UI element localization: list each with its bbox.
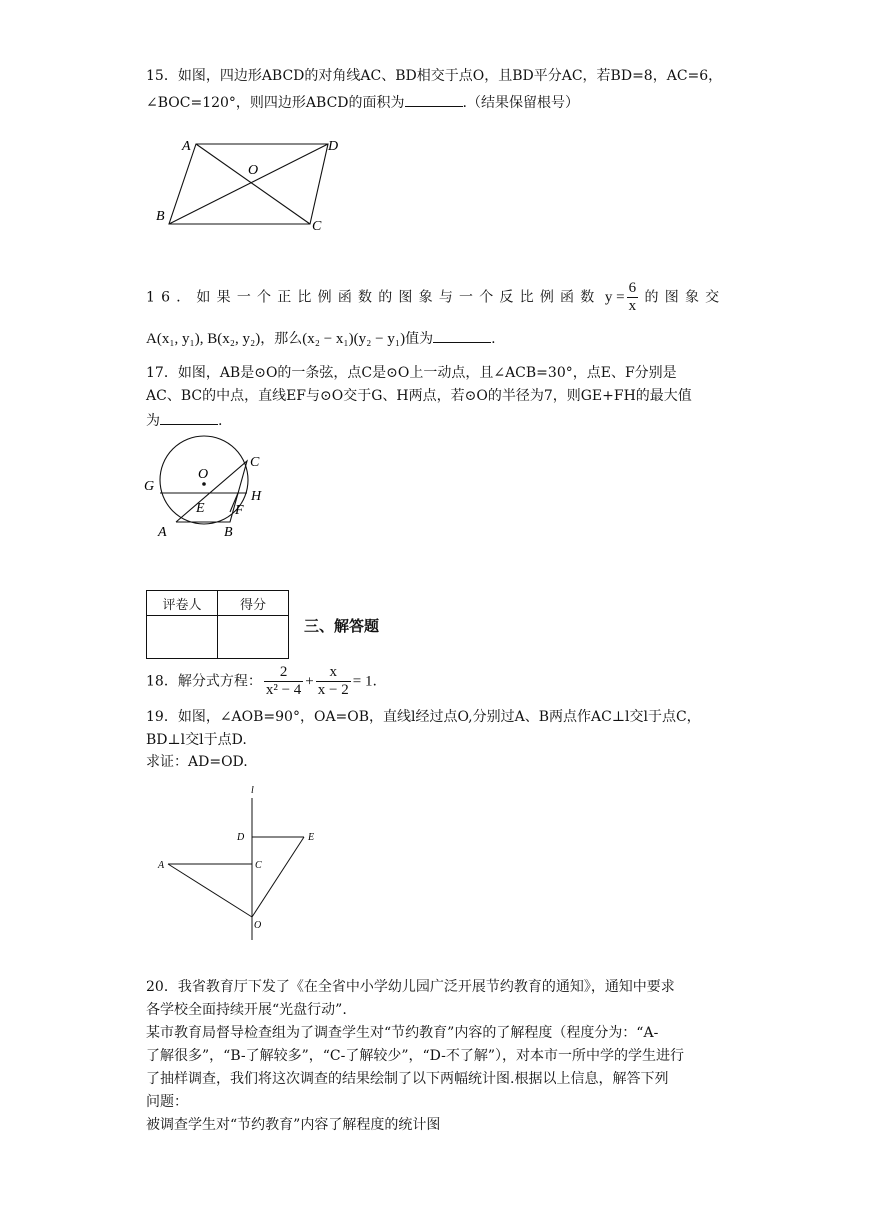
section-title: 三、解答题	[304, 617, 380, 635]
q20-line4: 了解很多”，“B-了解较多”，“C-了解较少”，“D-不了解”），对本市一所中学的学生进行	[146, 1048, 685, 1064]
q19-line3: 求证：AD=OD.	[146, 754, 248, 770]
q20-chart-caption: 被调查学生对“节约教育”内容了解程度的统计图	[146, 1117, 441, 1133]
q15-label-c: C	[312, 219, 322, 234]
q20-line2: 各学校全面持续开展“光盘行动”.	[146, 1002, 347, 1018]
q16-line1	[146, 280, 725, 315]
score-table-score-cell[interactable]	[218, 616, 289, 659]
q17-line2: AC、BC的中点，直线EF与⊙O交于G、H两点，若⊙O的半径为7，则GE+FH的最大值	[146, 388, 692, 404]
q17-label-c: C	[250, 455, 260, 470]
q20-line1: 20．我省教育厅下发了《在全省中小学幼儿园广泛开展节约教育的通知》，通知中要求	[146, 979, 675, 995]
q15-label-a: A	[182, 139, 191, 154]
q16-line2-end: .	[491, 331, 496, 347]
q18-frac2-num: x	[316, 664, 351, 682]
score-table-grader-cell[interactable]	[147, 616, 218, 659]
q16-line2-after: 值为	[405, 331, 434, 347]
q20-line3: 某市教育局督导检查组为了调查学生对“节约教育”内容的了解程度（程度分为：“A-	[146, 1025, 659, 1041]
q17-line3	[146, 410, 222, 431]
q16-func-num: 6	[628, 280, 637, 296]
q18-frac1-den: x² − 4	[265, 682, 302, 698]
q18-fraction-1	[264, 664, 303, 699]
q16-answer-blank[interactable]	[433, 328, 491, 343]
q19-label-e: E	[308, 832, 315, 843]
q15-label-b: B	[156, 209, 165, 224]
q15-line1: 15．如图，四边形ABCD的对角线AC、BD相交于点O，且BD平分AC，若BD=8，AC=6，	[146, 68, 723, 84]
q16-line2-mid: ，那么	[260, 331, 303, 347]
q15-label-o: O	[248, 163, 259, 178]
q18-plus: +	[305, 673, 314, 690]
q19-label-a: A	[158, 860, 165, 871]
score-table	[146, 590, 289, 659]
q18-line	[146, 664, 377, 699]
q16-line2	[146, 328, 496, 349]
q17-label-o: O	[198, 467, 209, 482]
q19-line1: 19．如图，∠AOB=90°，OA=OB，直线l经过点O,分别过A、B两点作AC⊥l交l于点C，	[146, 709, 701, 725]
q18-fraction-2	[316, 664, 351, 699]
q18-rhs: = 1	[352, 673, 373, 690]
q17-label-g: G	[144, 479, 155, 494]
q19-line2: BD⊥l交l于点D.	[146, 732, 247, 748]
q16-expression: (x₂ − x₁)(y₂ − y₁)	[302, 331, 406, 347]
q17-label-e: E	[196, 501, 205, 516]
q16-func-den: x	[628, 298, 637, 314]
q16-points: A(x₁, y₁), B(x₂, y₂)	[146, 331, 261, 347]
q15-quadrilateral-figure	[150, 130, 350, 235]
score-table-header-grader: 评卷人	[147, 591, 218, 616]
q17-answer-blank[interactable]	[160, 410, 218, 425]
q19-label-l: l	[251, 785, 254, 796]
q17-line3-before: 为	[146, 413, 160, 429]
q17-circle-figure	[140, 434, 280, 544]
q19-label-c: C	[255, 860, 262, 871]
q17-line3-after: .	[218, 413, 223, 429]
q16-func-fraction	[627, 280, 639, 315]
q17-label-h: H	[251, 489, 262, 504]
q19-label-d: D	[237, 832, 245, 843]
q17-label-b: B	[224, 525, 233, 540]
q15-line2-after: .（结果保留根号）	[462, 95, 579, 111]
q16-line1-text: 16．如果一个正比例函数的图象与一个反比例函数	[146, 289, 601, 306]
q18-frac1-num: 2	[264, 664, 303, 682]
q17-label-a: A	[158, 525, 167, 540]
q17-label-f: F	[235, 503, 244, 518]
q18-frac2-den: x − 2	[317, 682, 349, 698]
q20-line5: 了抽样调查，我们将这次调查的结果绘制了以下两幅统计图.根据以上信息，解答下列	[146, 1071, 669, 1087]
q19-geometry-figure	[150, 782, 330, 947]
score-table-header-score: 得分	[218, 591, 289, 616]
q18-end: .	[372, 673, 377, 690]
q15-answer-blank[interactable]	[405, 92, 463, 107]
q15-line2	[146, 92, 579, 113]
q15-line2-before: ∠BOC=120°，则四边形ABCD的面积为	[146, 95, 405, 111]
q16-func-lhs: y =	[604, 289, 625, 306]
q17-line1: 17．如图，AB是⊙O的一条弦，点C是⊙O上一动点，且∠ACB=30°，点E、F分别是	[146, 365, 677, 381]
q16-line1-after: 的图象交	[644, 289, 726, 306]
q18-prefix: 18．解分式方程：	[146, 673, 262, 690]
q20-line6: 问题：	[146, 1094, 188, 1110]
q19-label-o: O	[254, 920, 262, 931]
q15-label-d: D	[328, 139, 339, 154]
